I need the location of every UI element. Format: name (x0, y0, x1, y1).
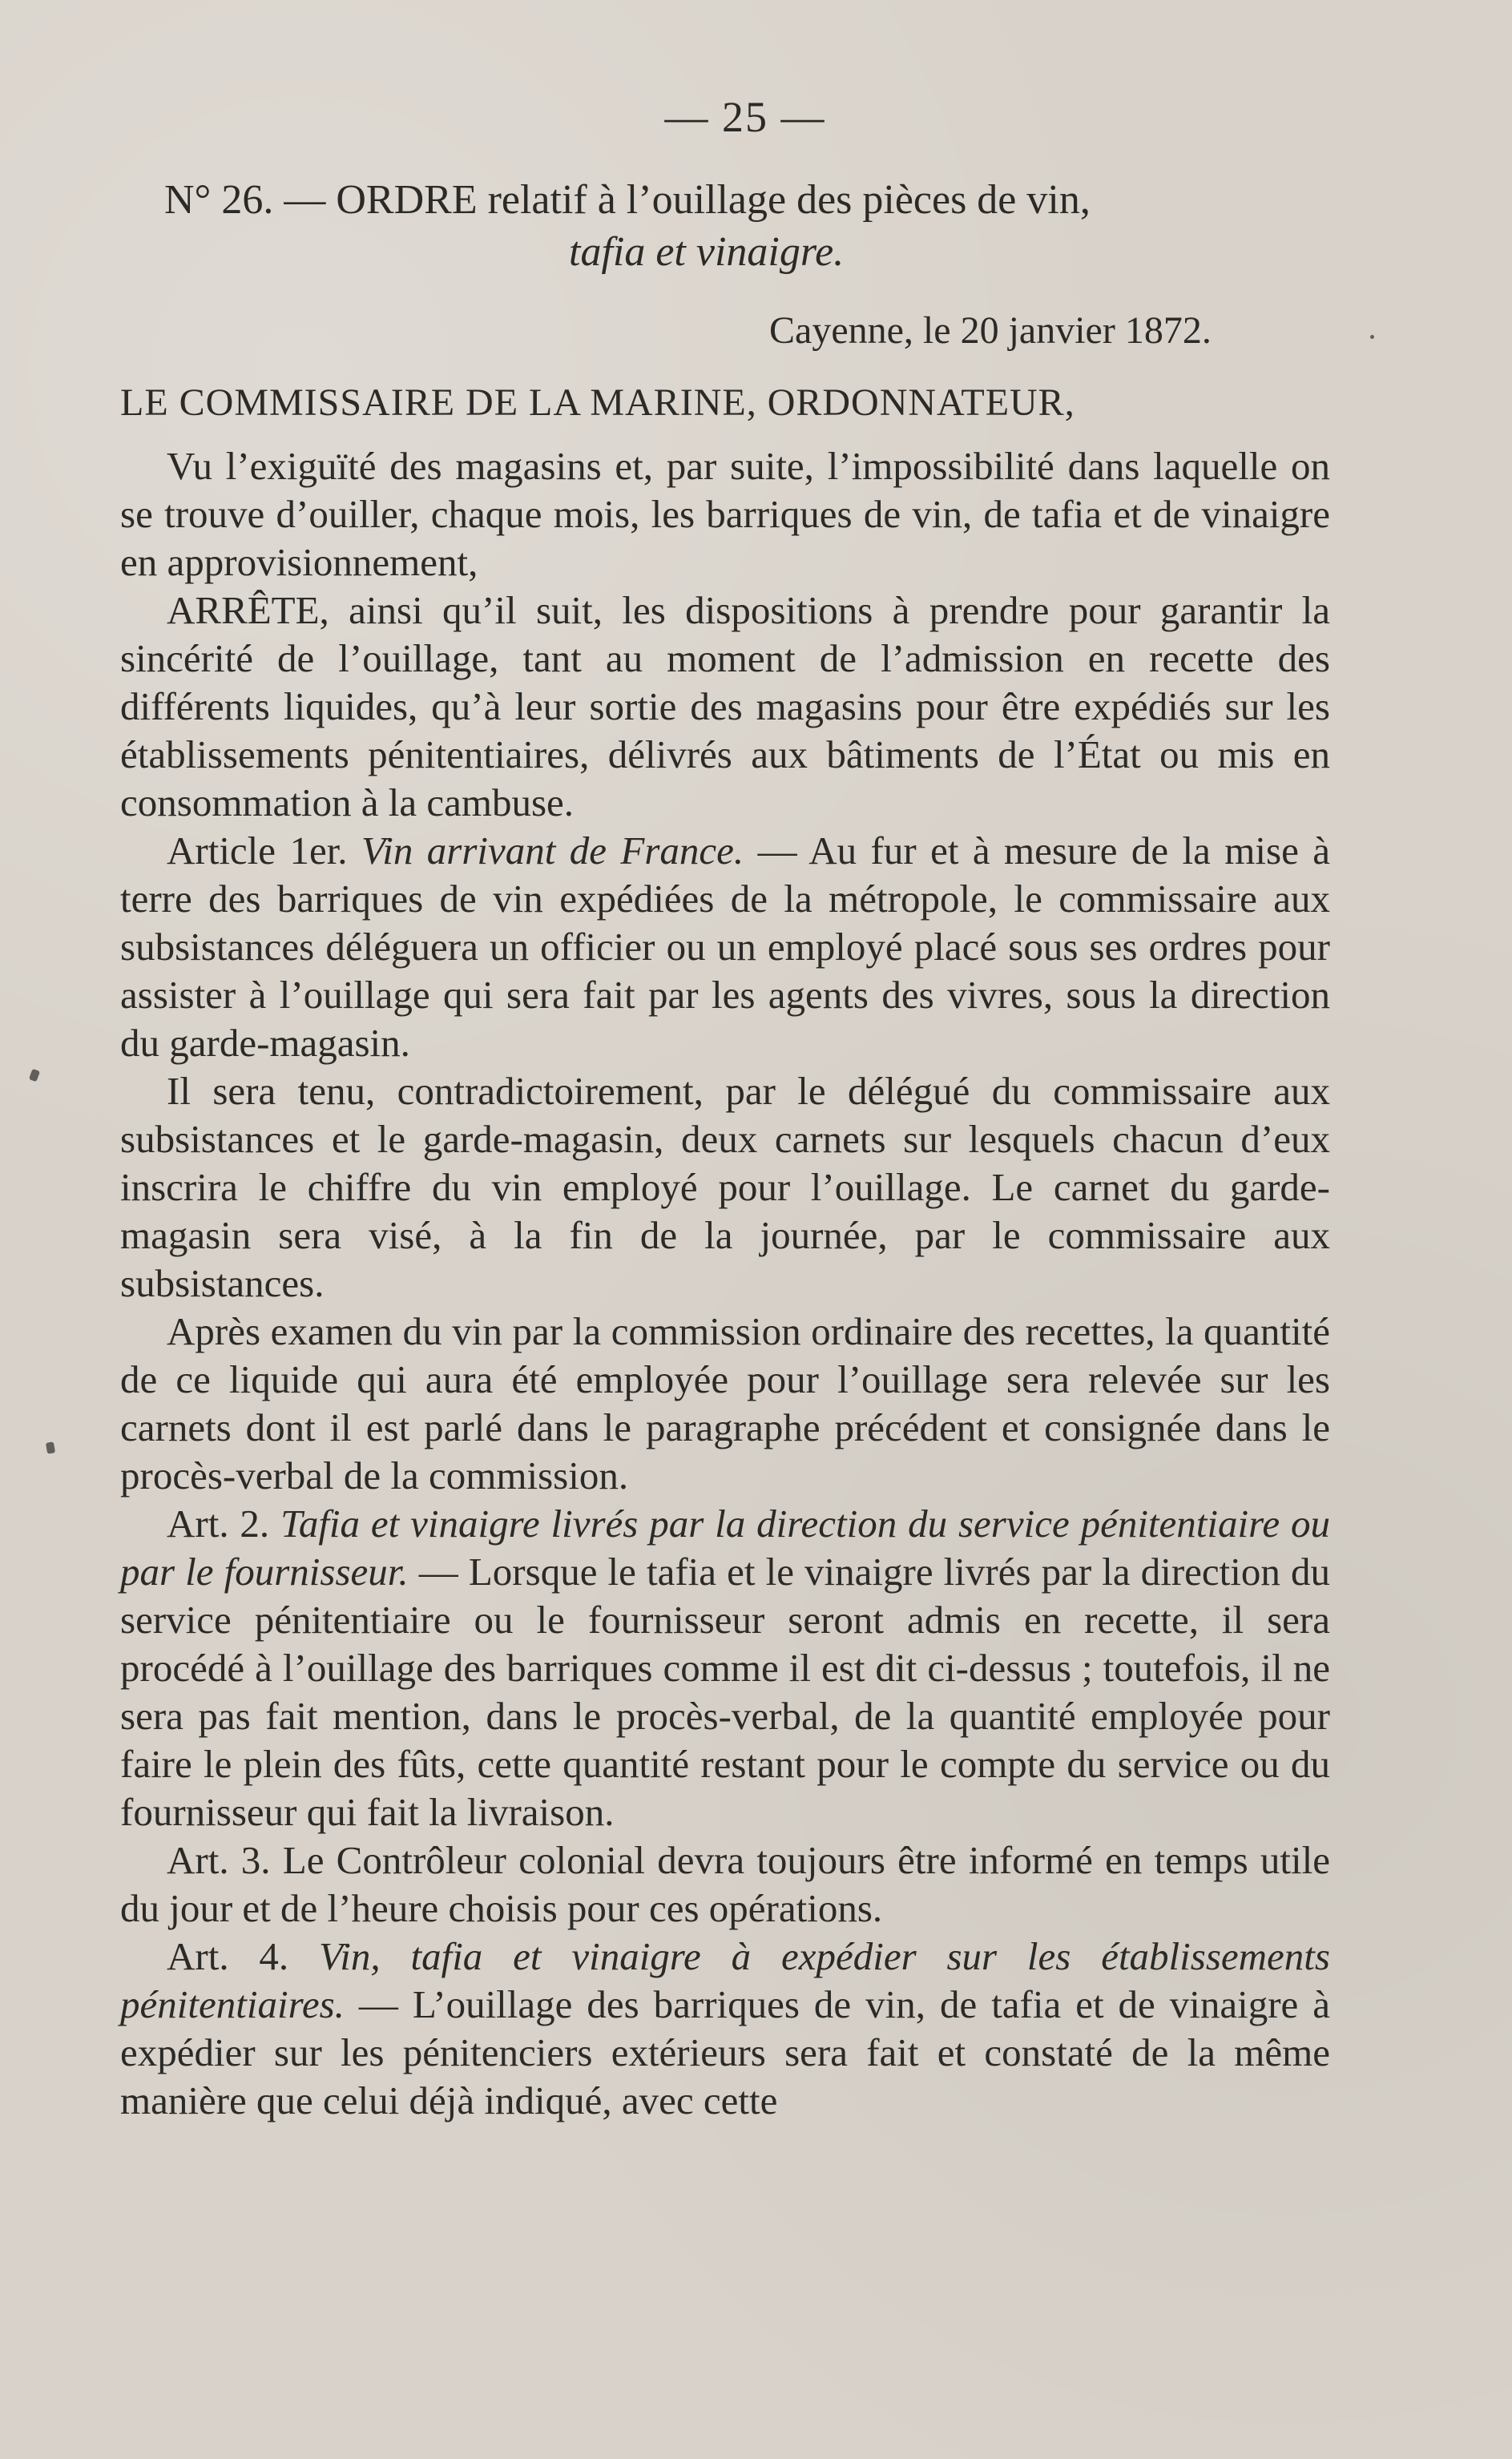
paragraph-4: Il sera tenu, contradictoirement, par le délégué du commissaire aux subsistances et le garde-magasin, deux carnets sur lesquels chacun d’eux inscrira le chiffre du vin employé pour l’ouillage. Le carnet du garde-magasin sera visé, à la fin de la journée, par le commissaire aux subsistances. (120, 1069, 1330, 1305)
document-body (120, 442, 1330, 2125)
paragraph-2: ARRÊTE, ainsi qu’il suit, les dispositions à prendre pour garantir la sincérité de l’ouillage, tant au moment de l’admission en recette des différents liquides, qu’à leur sortie des magasins pour être expédiés sur les établissements pénitentiaires, délivrés aux bâtiments de l’État ou mis en consommation à la cambuse. (120, 588, 1330, 824)
paragraph-1: Vu l’exiguïté des magasins et, par suite, l’impossibilité dans laquelle on se trouve d’ouiller, chaque mois, les barriques de vin, de tafia et de vinaigre en approvisionnement, (120, 444, 1330, 584)
article-2-text: — Lorsque le tafia et le vinaigre livrés par la direction du service pénitentiaire ou le fournisseur seront admis en recette, il sera procédé à l’ouillage des barriques comme il est dit ci-dessus ; toutefois, il ne sera pas fait mention, dans le procès-verbal, de la quantité employée pour faire le plein des fûts, cette quantité restant pour le compte du service ou du fournisseur qui fait la livraison. (120, 1550, 1330, 1834)
order-title-line-1: N° 26. — ORDRE relatif à l’ouillage des pièces de vin, (164, 177, 1091, 223)
article-1-label: Article 1er. (167, 828, 361, 873)
paragraph-6 (120, 1500, 1330, 1836)
issuing-office-line: LE COMMISSAIRE DE LA MARINE, ORDONNATEUR, (120, 381, 1075, 424)
date-line: Cayenne, le 20 janvier 1872. (769, 309, 1212, 352)
article-2-label: Art. 2. (167, 1502, 281, 1546)
page-number: — 25 — (664, 93, 826, 141)
margin-mark (46, 1441, 55, 1454)
article-4-text: — L’ouillage des barriques de vin, de tafia et de vinaigre à expédier sur les pénitenciers extérieurs sera fait et constaté de la même manière que celui déjà indiqué, avec cette (120, 1982, 1330, 2122)
margin-mark (29, 1069, 40, 1082)
article-1-text: — Au fur et à mesure de la mise à terre des barriques de vin expédiées de la métropole, le commissaire aux subsistances déléguera un officier ou un employé placé sous ses ordres pour assister à l’ouillage qui sera fait par les agents des vivres, sous la direction du garde-magasin. (120, 828, 1330, 1065)
paragraph-7: Art. 3. Le Contrôleur colonial devra toujours être informé en temps utile du jour et de l’heure choisis pour ces opérations. (120, 1838, 1330, 1930)
paragraph-5: Après examen du vin par la commission ordinaire des recettes, la quantité de ce liquide qui aura été employée pour l’ouillage sera relevée sur les carnets dont il est parlé dans le paragraphe précédent et consignée dans le procès-verbal de la commission. (120, 1309, 1330, 1498)
article-2-heading: Tafia et vinaigre livrés par la direction du service pénitentiaire ou par le fournisseur. (120, 1502, 1330, 1594)
paragraph-8 (120, 1933, 1330, 2125)
article-4-heading: Vin, tafia et vinaigre à expédier sur les établissements pénitentiaires. (120, 1934, 1330, 2026)
order-title-line-2: tafia et vinaigre. (569, 229, 845, 275)
margin-mark (1370, 335, 1374, 339)
article-4-label: Art. 4. (167, 1934, 319, 1978)
paragraph-3 (120, 827, 1330, 1067)
article-1-heading: Vin arrivant de France. (361, 828, 744, 873)
